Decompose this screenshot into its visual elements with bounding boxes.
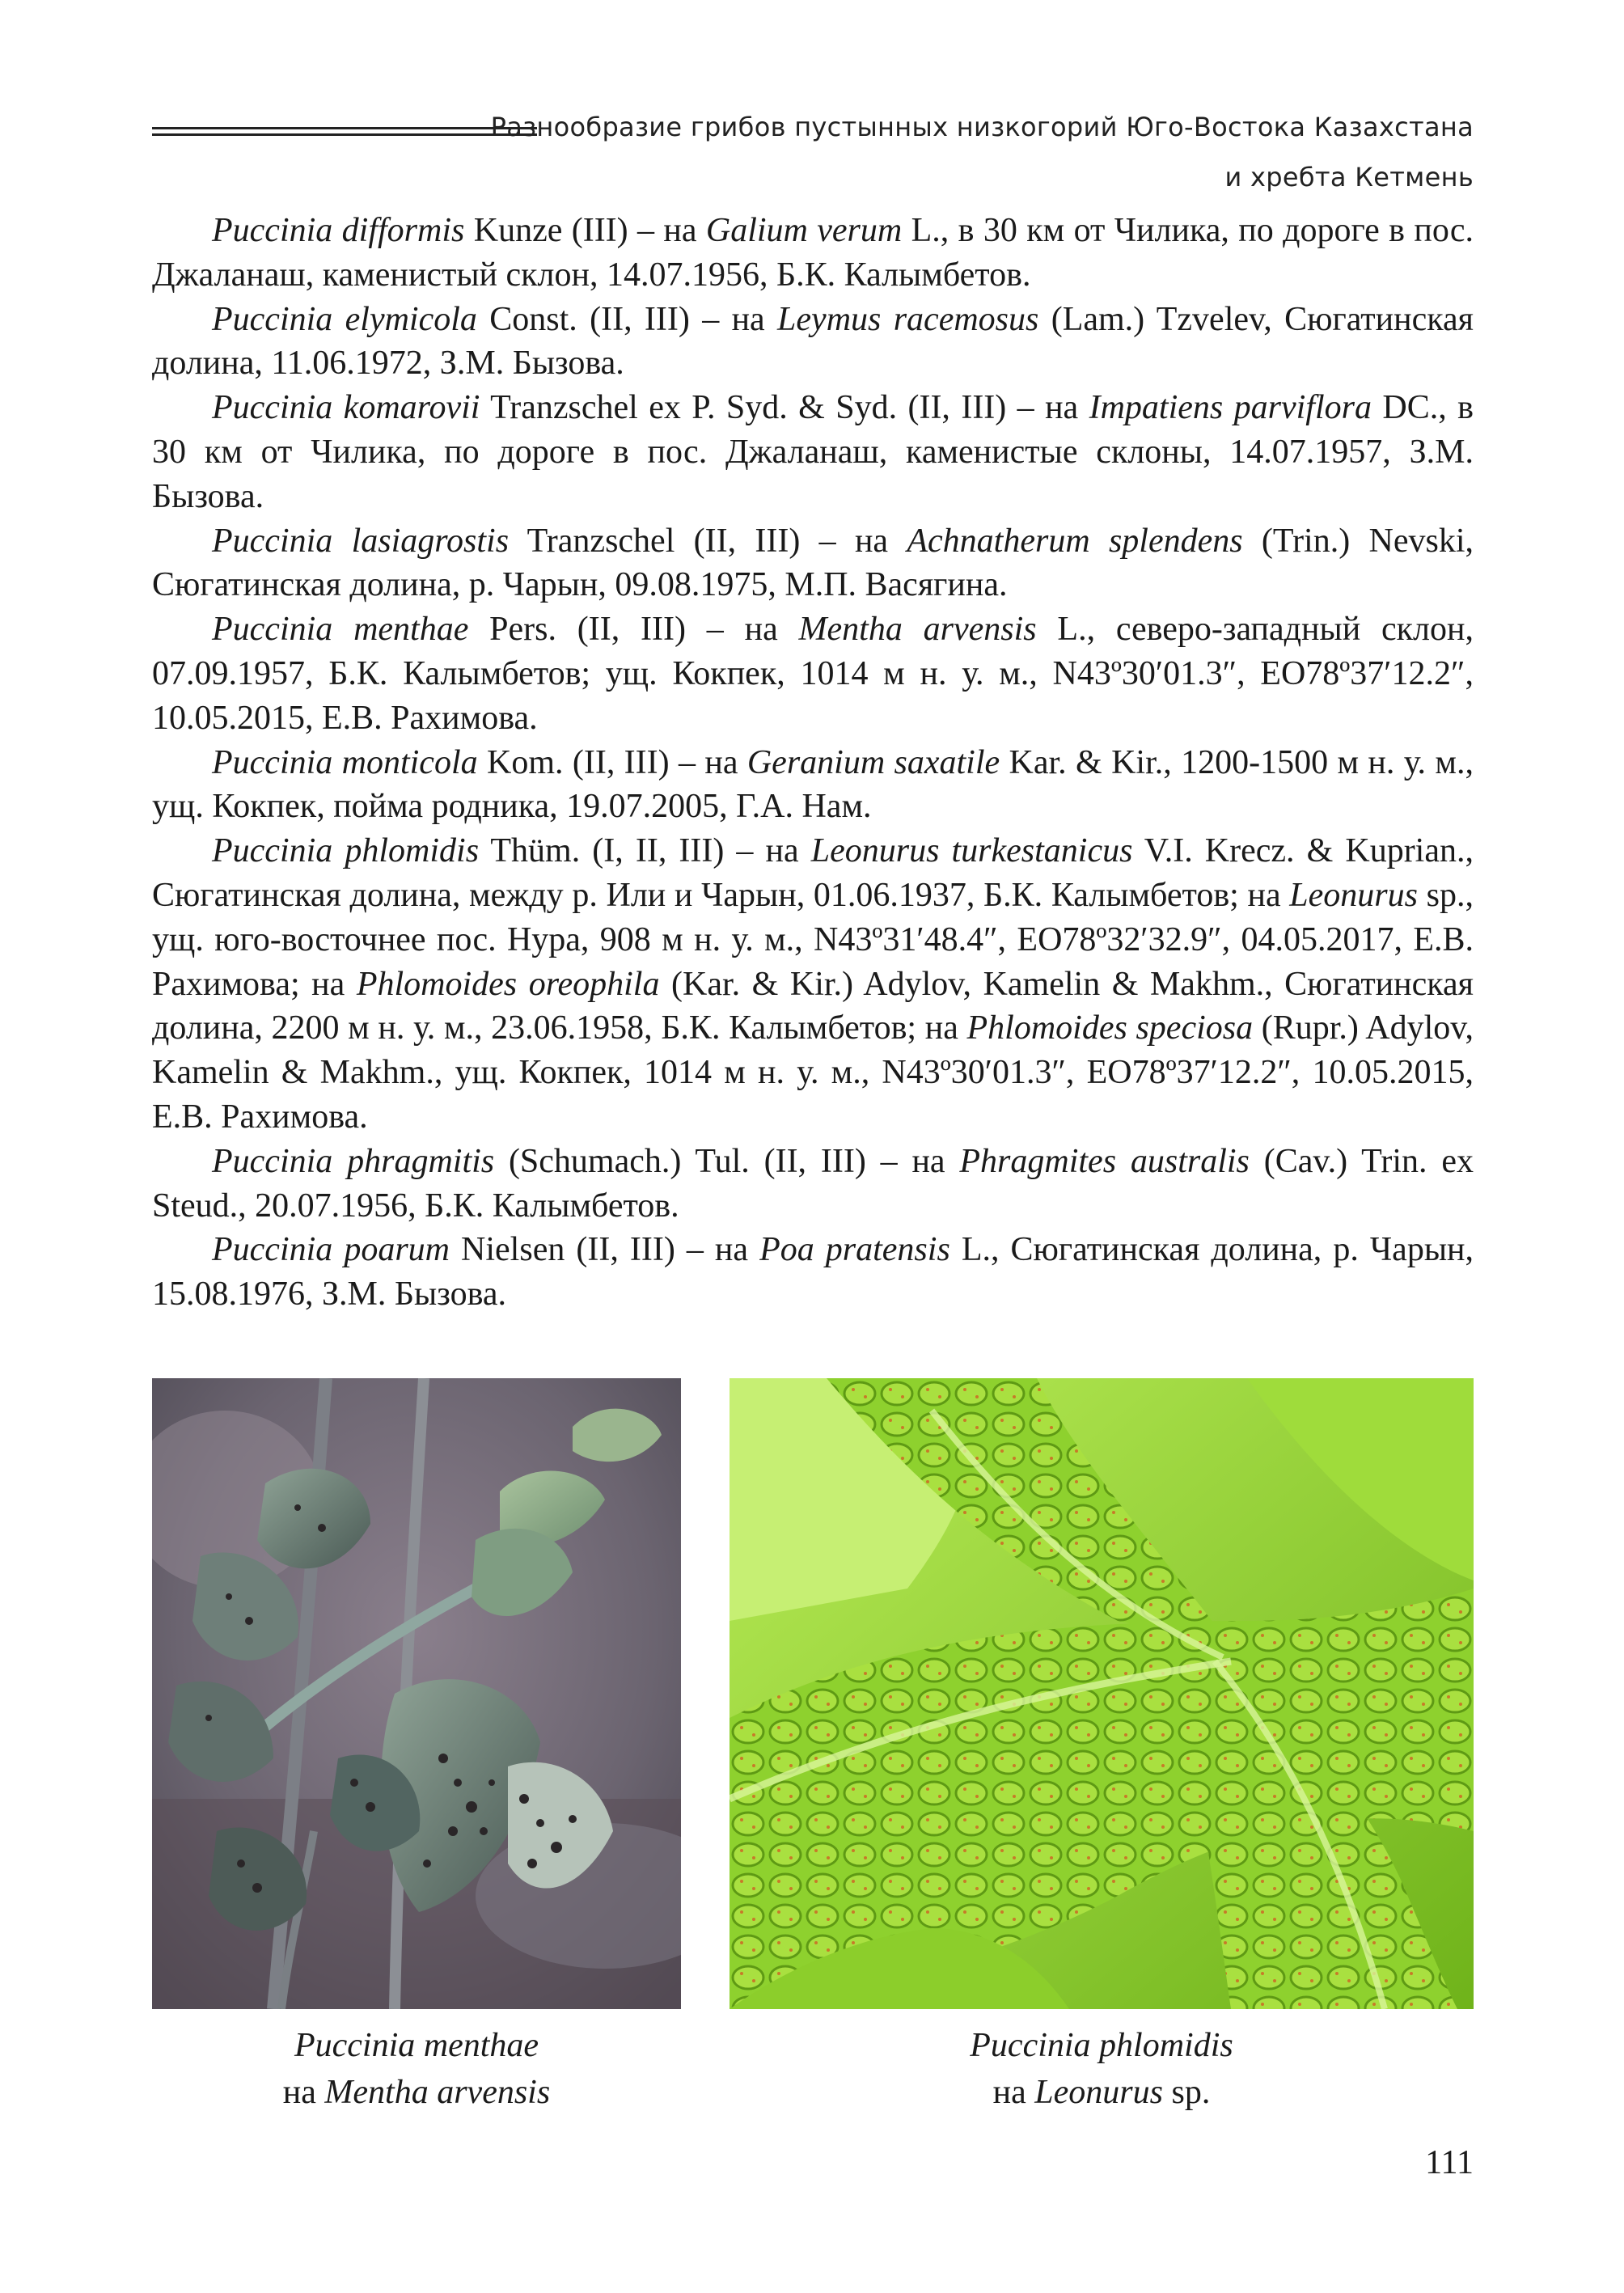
entry-text: Thüm. (I, II, III) – на — [479, 832, 811, 870]
entry-text: L., в 30 км от Чилика, по дороге в пос. Джаланаш, каменистый склон, 14.07.1956, Б.К. Калымбетов. — [152, 212, 1474, 294]
photo-puccinia-phlomidis — [730, 1378, 1474, 2009]
photo-puccinia-menthae — [152, 1378, 681, 2009]
caption-right-host-suffix: sp. — [1162, 2074, 1211, 2111]
entry-text: DC., в 30 км от Чилика, по дороге в пос. Джаланаш, каменистые склоны, 14.07.1957, З.М. Бызова. — [152, 389, 1474, 515]
species-entry — [152, 829, 1474, 1140]
running-header — [491, 102, 1474, 202]
taxon-name: Poa pratensis — [759, 1231, 950, 1269]
species-list — [152, 209, 1474, 1317]
entry-text: (Lam.) Tzvelev, Сюгатинская долина, 11.06.1972, З.М. Бызова. — [152, 300, 1474, 383]
taxon-name: Phragmites australis — [959, 1142, 1250, 1180]
entry-text: Kunze (III) – на — [464, 212, 706, 249]
taxon-name: Leonurus turkestanicus — [810, 832, 1133, 870]
caption-right-species: Puccinia phlomidis — [970, 2027, 1233, 2064]
taxon-name: Geranium saxatile — [746, 743, 1000, 781]
species-entry — [152, 519, 1474, 608]
species-entry — [152, 1228, 1474, 1317]
taxon-name: Impatiens parviflora — [1089, 389, 1372, 427]
running-header-line2: и хребта Кетмень — [1224, 162, 1474, 192]
entry-text: Pers. (II, III) – на — [468, 611, 799, 649]
taxon-name: Puccinia phragmitis — [212, 1142, 495, 1180]
species-entry — [152, 607, 1474, 740]
caption-left-species: Puccinia menthae — [294, 2027, 539, 2064]
species-entry — [152, 386, 1474, 518]
taxon-name: Puccinia poarum — [212, 1231, 450, 1269]
taxon-name: Leymus racemosus — [777, 300, 1039, 338]
taxon-name: Achnatherum splendens — [907, 522, 1243, 560]
taxon-name: Phlomoides oreophila — [356, 965, 660, 1003]
taxon-name: Puccinia monticola — [212, 743, 478, 781]
taxon-name: Puccinia lasiagrostis — [212, 522, 510, 560]
taxon-name: Puccinia komarovii — [212, 389, 480, 427]
taxon-name: Mentha arvensis — [798, 611, 1037, 649]
taxon-name: Galium verum — [705, 212, 903, 249]
taxon-name: Puccinia menthae — [212, 611, 469, 649]
entry-text: sp., ущ. юго-восточнее пос. Нура, 908 м н. у. м., N43º31′48.4″, EO78º32′32.9″, 04.05.2017, Е.В. Рахимова; на — [152, 876, 1474, 1003]
species-entry — [152, 298, 1474, 387]
caption-right-host-prefix: на — [992, 2074, 1035, 2111]
species-entry — [152, 741, 1474, 830]
taxon-name: Puccinia phlomidis — [212, 832, 480, 870]
entry-text: Nielsen (II, III) – на — [450, 1231, 760, 1269]
entry-text: L., Сюгатинская долина, р. Чарын, 15.08.1976, З.М. Бызова. — [152, 1231, 1474, 1314]
caption-right-host: Leonurus — [1034, 2074, 1163, 2111]
page-number: 111 — [1425, 2144, 1474, 2181]
entry-text: (Schumach.) Tul. (II, III) – на — [494, 1142, 960, 1180]
entry-text: (Trin.) Nevski, Сюгатинская долина, р. Чарын, 09.08.1975, М.П. Васягина. — [152, 522, 1474, 604]
caption-left-host-prefix: на — [282, 2074, 325, 2111]
entry-text: (Rupr.) Adylov, Kamelin & Makhm., ущ. Кокпек, 1014 м н. у. м., N43º30′01.3″, EO78º37′12.2″, 10.05.2015, Е.В. Рахимова. — [152, 1009, 1474, 1136]
taxon-name: Phlomoides speciosa — [966, 1009, 1254, 1047]
entry-text: (Cav.) Trin. ex Steud., 20.07.1956, Б.К. Калымбетов. — [152, 1142, 1474, 1225]
caption-left-host: Mentha arvensis — [324, 2074, 551, 2111]
caption-right — [730, 2022, 1474, 2116]
entry-text: Tranzschel ex P. Syd. & Syd. (II, III) – на — [480, 389, 1089, 427]
entry-text: Const. (II, III) – на — [476, 300, 778, 338]
entry-text: (Kar. & Kir.) Adylov, Kamelin & Makhm., Сюгатинская долина, 2200 м н. у. м., 23.06.1958, Б.К. Калымбетов; на — [152, 965, 1474, 1047]
entry-text: Kar. & Kir., 1200-1500 м н. у. м., ущ. Кокпек, пойма родника, 19.07.2005, Г.А. Нам. — [152, 743, 1474, 826]
running-header-line1: Разнообразие грибов пустынных низкогорий Юго-Востока Казахстана — [490, 112, 1474, 142]
taxon-name: Puccinia elymicola — [212, 300, 477, 338]
species-entry — [152, 209, 1474, 298]
species-entry — [152, 1140, 1474, 1229]
entry-text: L., северо-западный склон, 07.09.1957, Б.К. Калымбетов; ущ. Кокпек, 1014 м н. у. м., N43º30′01.3″, EO78º37′12.2″, 10.05.2015, Е.В. Рахимова. — [152, 611, 1474, 737]
caption-left — [152, 2022, 681, 2116]
taxon-name: Leonurus — [1289, 876, 1418, 914]
entry-text: V.I. Krecz. & Kuprian., Сюгатинская долина, между р. Или и Чарын, 01.06.1937, Б.К. Калымбетов; на — [152, 832, 1474, 914]
entry-text: Tranzschel (II, III) – на — [509, 522, 907, 560]
entry-text: Kom. (II, III) – на — [477, 743, 747, 781]
header-rule — [152, 127, 537, 138]
taxon-name: Puccinia difformis — [212, 212, 465, 249]
